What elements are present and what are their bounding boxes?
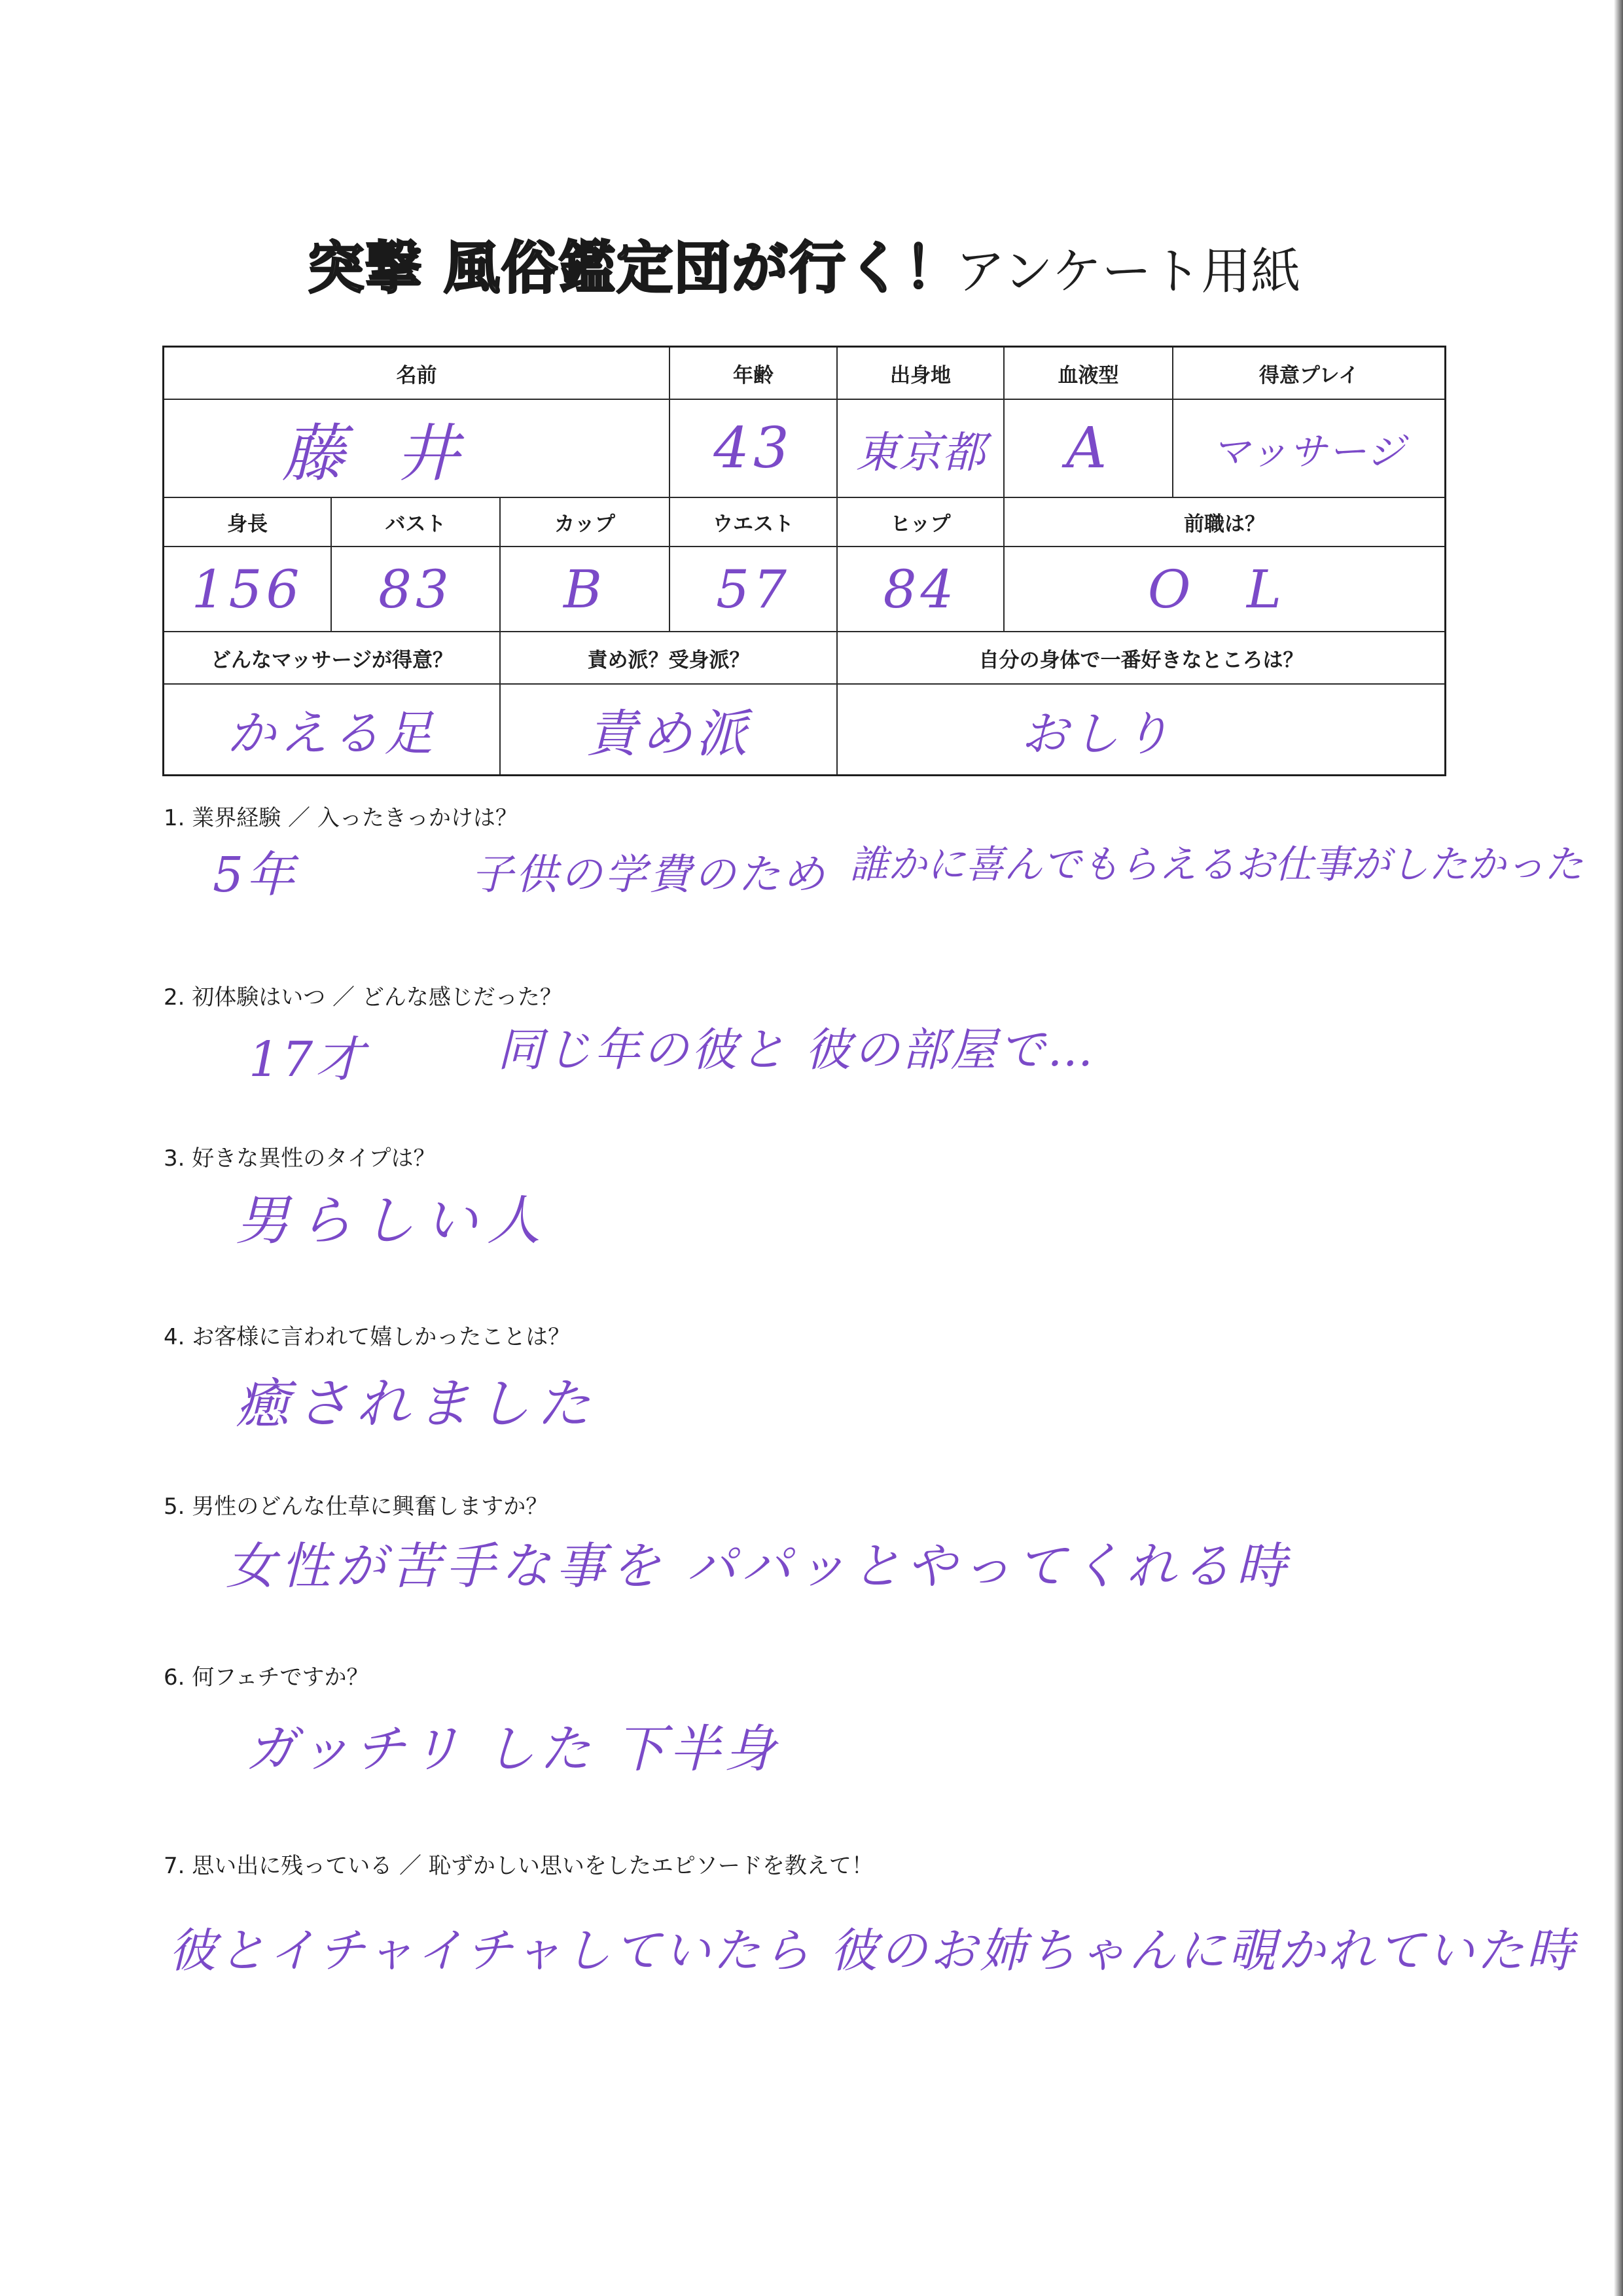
value-favorite-body-part-text: おしり [1021,706,1175,761]
header-bust-label: バスト [385,512,446,536]
value-waist [670,547,838,632]
value-blood-type [1005,400,1173,498]
header-bust [332,498,501,547]
header-blood-type-label: 血液型 [1058,363,1119,387]
question-7-label: 7. 思い出に残っている ／ 恥ずかしい思いをしたエピソードを教えて！ [164,1853,874,1879]
header-birthplace [838,348,1005,400]
title-row [308,229,1329,308]
value-waist-text: 57 [716,558,791,620]
header-style [501,632,838,685]
value-previous-job [1005,547,1444,632]
profile-table [162,346,1446,776]
value-bust-text: 83 [378,558,453,620]
value-specialty-play [1173,400,1444,498]
header-specialty-play-label: 得意プレイ [1258,363,1359,387]
question-5-label: 5. 男性のどんな仕草に興奮しますか？ [164,1494,548,1520]
value-birthplace [838,400,1005,498]
question-1-answer-reason: 子供の学費のため [471,851,827,899]
header-age [670,348,838,400]
question-3-label: 3. 好きな異性のタイプは？ [164,1145,436,1172]
header-waist [670,498,838,547]
header-name-label: 名前 [396,363,437,387]
question-3-answer: 男らしい人 [236,1190,550,1252]
title-sub: アンケート用紙 [955,242,1301,300]
question-4-answer: 癒されました [236,1373,597,1435]
header-age-label: 年齢 [733,363,774,387]
question-2-label: 2. 初体験はいつ ／ どんな感じだった？ [164,984,562,1011]
value-style [501,685,838,774]
value-cup-text: B [563,558,606,620]
value-birthplace-text: 東京都 [855,427,986,478]
header-previous-job-label: 前職は？ [1184,512,1265,536]
header-name [164,348,670,400]
question-1-answer-years: 5年 [213,847,298,903]
header-hip [838,498,1005,547]
value-name-text: 藤 井 [282,416,475,490]
title-main: 突撃 風俗鑑定団が行く！ [308,236,962,301]
header-specialty-play [1173,348,1444,400]
value-blood-type-text: A [1065,416,1111,481]
header-favorite-body-part-label: 自分の身体で一番好きなところは？ [978,648,1304,672]
header-style-label: 責め派？受身派？ [587,648,750,672]
question-6-answer: ガッチリ した 下半身 [245,1720,780,1779]
value-hip-text: 84 [883,558,958,620]
question-2-answer-detail: 同じ年の彼と 彼の部屋で… [497,1023,1096,1077]
question-1-answer-motive: 誰かに喜んでもらえるお仕事がしたかった [849,842,1584,887]
header-height-label: 身長 [227,512,268,536]
header-blood-type [1005,348,1173,400]
value-height-text: 156 [191,558,304,620]
value-specialty-play-text: マッサージ [1211,429,1406,474]
question-6-label: 6. 何フェチですか？ [164,1664,369,1691]
header-cup [501,498,670,547]
value-massage-text: かえる足 [227,705,437,762]
question-7-answer: 彼とイチャイチャしていたら 彼のお姉ちゃんに覗かれていた時 [169,1923,1577,1978]
value-previous-job-text: O L [1147,558,1302,620]
header-previous-job [1005,498,1444,547]
header-massage-label: どんなマッサージが得意？ [210,648,454,672]
scan-edge-shadow [1614,0,1623,2296]
value-cup [501,547,670,632]
value-height [164,547,332,632]
value-massage [164,685,501,774]
value-bust [332,547,501,632]
header-height [164,498,332,547]
header-massage [164,632,501,685]
value-style-text: 責め派 [586,704,751,764]
value-favorite-body-part [838,685,1444,774]
question-4-label: 4. お客様に言われて嬉しかったことは？ [164,1324,571,1350]
header-cup-label: カップ [554,512,615,536]
question-2-answer-age: 17才 [249,1031,367,1088]
value-hip [838,547,1005,632]
question-5-answer: 女性が苦手な事を パパッとやってくれる時 [226,1537,1292,1595]
value-age [670,400,838,498]
question-1-label: 1. 業界経験 ／ 入ったきっかけは？ [164,805,518,831]
header-waist-label: ウエスト [713,512,794,536]
value-name [164,400,670,498]
header-hip-label: ヒップ [890,512,951,536]
value-age-text: 43 [713,416,793,481]
header-birthplace-label: 出身地 [890,363,951,387]
header-favorite-body-part [838,632,1444,685]
